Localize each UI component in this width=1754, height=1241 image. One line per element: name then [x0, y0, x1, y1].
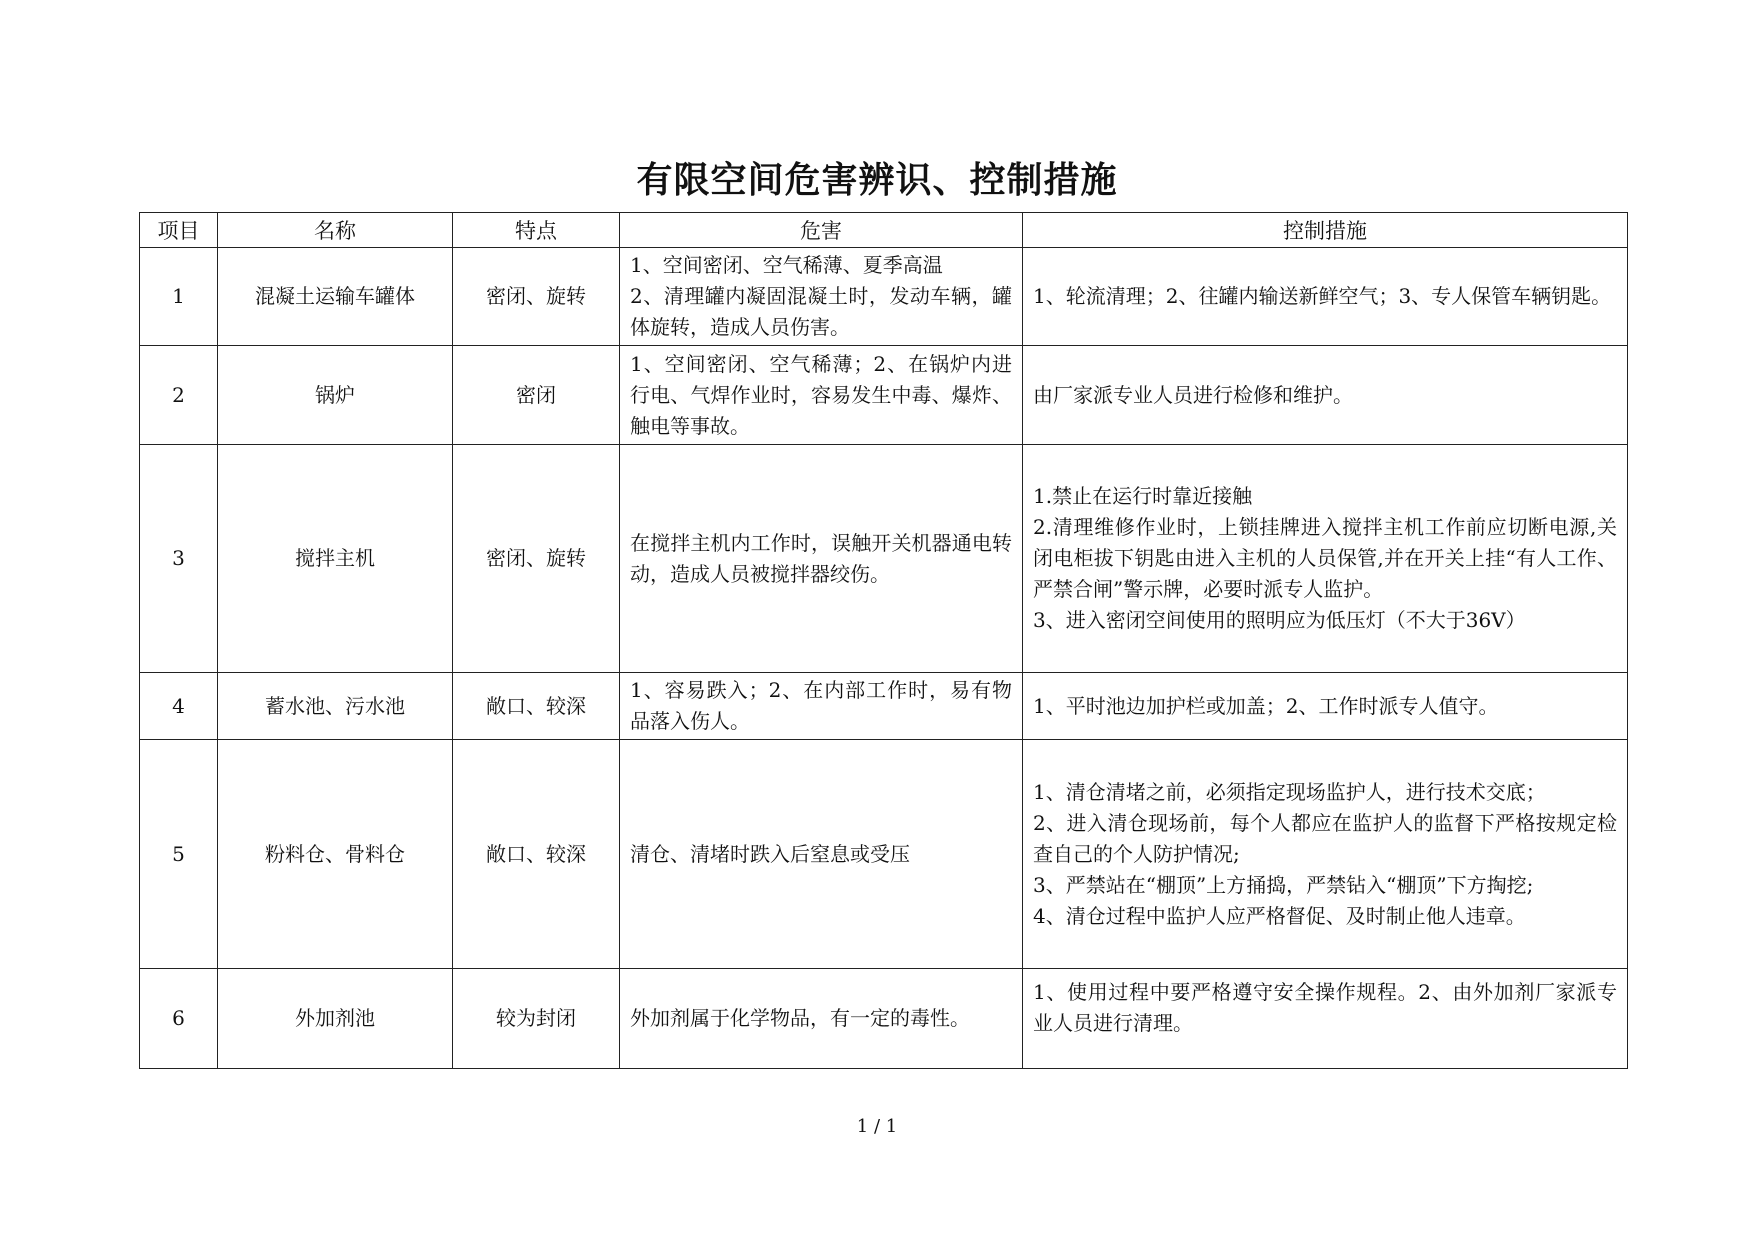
header-control: 控制措施 — [1023, 213, 1628, 248]
table-row — [140, 248, 1628, 346]
control-cell — [1023, 248, 1628, 346]
document-title: 有限空间危害辨识、控制措施 — [636, 160, 1118, 201]
hazard-cell — [620, 740, 1023, 969]
table-row — [140, 346, 1628, 445]
control-cell — [1023, 445, 1628, 673]
space-name: 蓄水池、污水池 — [218, 673, 453, 740]
space-name: 混凝土运输车罐体 — [218, 248, 453, 346]
space-name: 搅拌主机 — [218, 445, 453, 673]
item-number: 3 — [140, 445, 218, 673]
control-line: 1、轮流清理；2、往罐内输送新鲜空气；3、专人保管车辆钥匙。 — [1033, 284, 1612, 308]
control-line: 2、进入清仓现场前，每个人都应在监护人的监督下严格按规定检查自己的个人防护情况; — [1033, 810, 1617, 866]
control-cell — [1023, 673, 1628, 740]
header-feature: 特点 — [453, 213, 620, 248]
space-feature: 较为封闭 — [453, 969, 620, 1069]
control-line: 1、使用过程中要严格遵守安全操作规程。2、由外加剂厂家派专业人员进行清理。 — [1033, 980, 1617, 1035]
hazard-table — [139, 212, 1628, 1069]
item-number: 5 — [140, 740, 218, 969]
hazard-cell — [620, 248, 1023, 346]
space-name: 锅炉 — [218, 346, 453, 445]
space-feature: 密闭、旋转 — [453, 248, 620, 346]
hazard-line: 外加剂属于化学物品，有一定的毒性。 — [630, 1006, 970, 1030]
control-line: 1.禁止在运行时靠近接触 — [1033, 484, 1253, 508]
control-cell — [1023, 740, 1628, 969]
space-feature: 敞口、较深 — [453, 740, 620, 969]
hazard-line: 1、空间密闭、空气稀薄、夏季高温 — [630, 253, 943, 277]
hazard-line: 1、容易跌入；2、在内部工作时，易有物品落入伤人。 — [630, 678, 1012, 733]
hazard-cell — [620, 673, 1023, 740]
page-number: 1 / 1 — [856, 1116, 898, 1137]
space-name: 粉料仓、骨料仓 — [218, 740, 453, 969]
control-cell — [1023, 969, 1628, 1069]
space-name: 外加剂池 — [218, 969, 453, 1069]
control-line: 2.清理维修作业时，上锁挂牌进入搅拌主机工作前应切断电源,关闭电柜拔下钥匙由进入主机的人员保管,并在开关上挂“有人工作、严禁合闸”警示牌，必要时派专人监护。 — [1033, 515, 1617, 601]
hazard-cell — [620, 969, 1023, 1069]
item-number: 1 — [140, 248, 218, 346]
table-row — [140, 445, 1628, 673]
item-number: 6 — [140, 969, 218, 1069]
header-name: 名称 — [218, 213, 453, 248]
control-line: 3、严禁站在“棚顶”上方捅捣，严禁钻入“棚顶”下方掏挖; — [1033, 872, 1534, 897]
table-row — [140, 673, 1628, 740]
header-hazard: 危害 — [620, 213, 1023, 248]
item-number: 4 — [140, 673, 218, 740]
space-feature: 密闭、旋转 — [453, 445, 620, 673]
header-item: 项目 — [140, 213, 218, 248]
hazard-line: 1、空间密闭、空气稀薄；2、在锅炉内进行电、气焊作业时，容易发生中毒、爆炸、触电等事故。 — [630, 351, 1012, 438]
table-row — [140, 740, 1628, 969]
control-line: 4、清仓过程中监护人应严格督促、及时制止他人违章。 — [1033, 903, 1526, 928]
control-cell — [1023, 346, 1628, 445]
hazard-cell — [620, 346, 1023, 445]
item-number: 2 — [140, 346, 218, 445]
control-line: 1、平时池边加护栏或加盖；2、工作时派专人值守。 — [1033, 693, 1499, 718]
hazard-line: 清仓、清堵时跌入后窒息或受压 — [630, 841, 910, 866]
control-line: 由厂家派专业人员进行检修和维护。 — [1033, 382, 1353, 407]
hazard-line: 2、清理罐内凝固混凝土时，发动车辆，罐体旋转，造成人员伤害。 — [630, 284, 1012, 339]
control-line: 1、清仓清堵之前，必须指定现场监护人，进行技术交底； — [1033, 779, 1546, 804]
table-header-row — [140, 213, 1628, 248]
hazard-line: 在搅拌主机内工作时，误触开关机器通电转动，造成人员被搅拌器绞伤。 — [630, 530, 1012, 586]
space-feature: 密闭 — [453, 346, 620, 445]
space-feature: 敞口、较深 — [453, 673, 620, 740]
hazard-cell — [620, 445, 1023, 673]
table-row — [140, 969, 1628, 1069]
control-line: 3、进入密闭空间使用的照明应为低压灯（不大于36V） — [1033, 608, 1526, 632]
